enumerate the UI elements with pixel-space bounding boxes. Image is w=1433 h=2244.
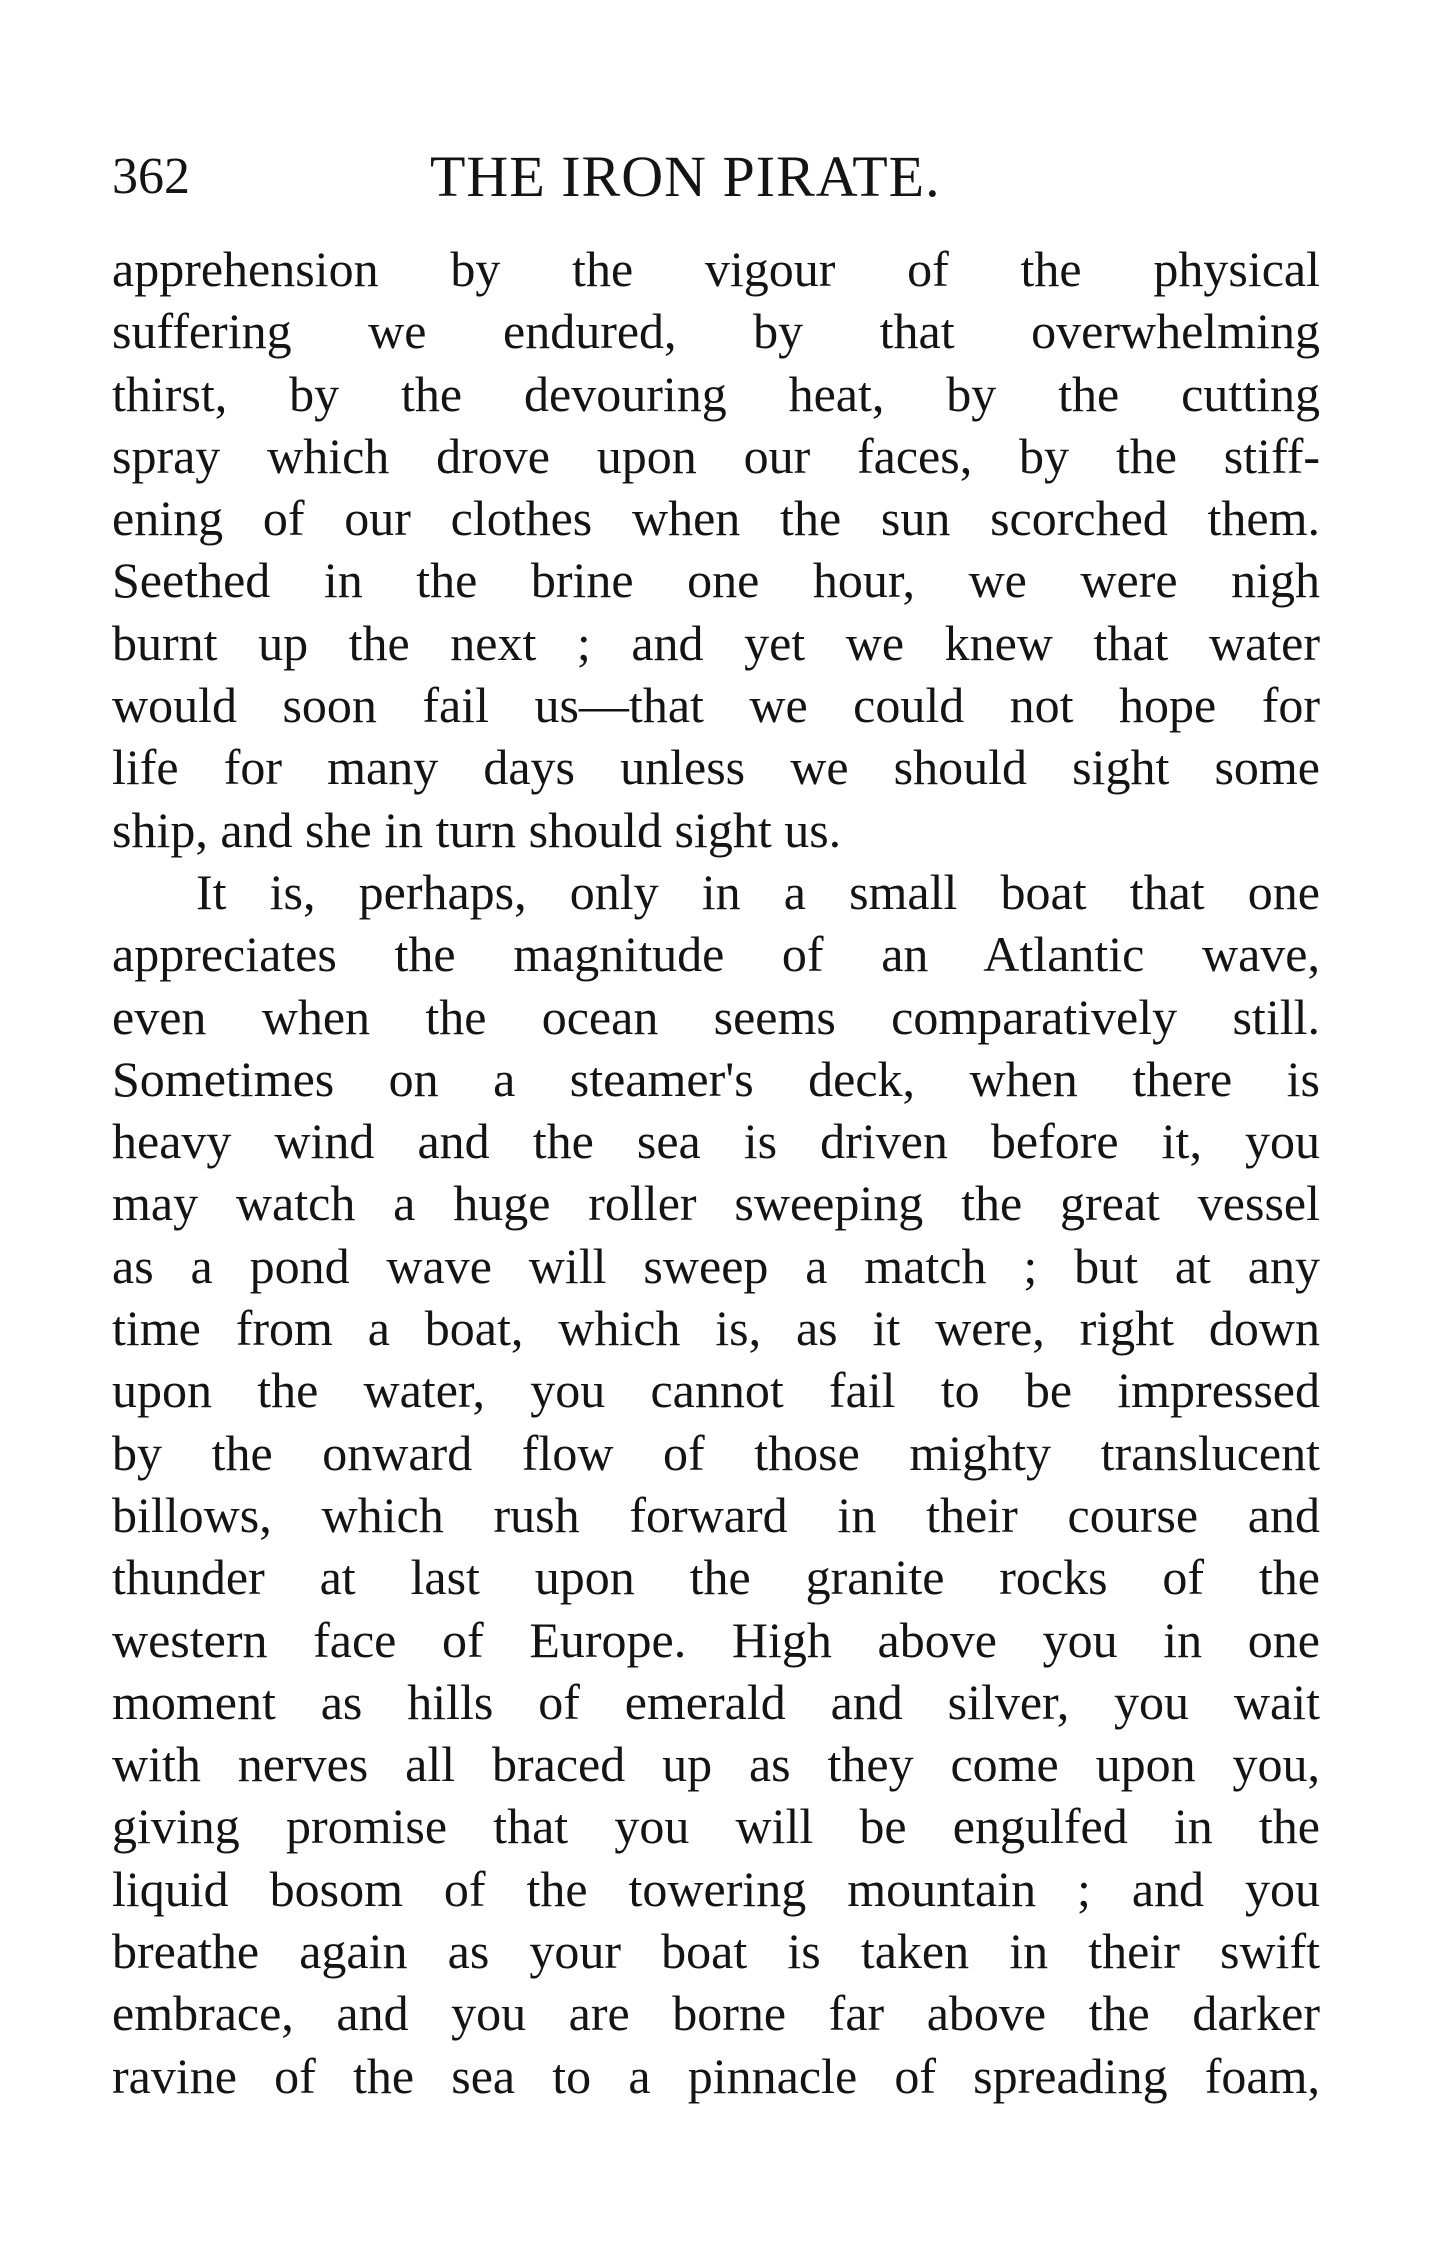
text-line: heavy wind and the sea is driven before it, you [112,1113,1320,1170]
text-line: ship, and she in turn should sight us. [112,801,842,858]
text-line: spray which drove upon our faces, by the stiff- [112,427,1320,484]
text-line: would soon fail us—that we could not hope for [112,677,1320,734]
text-line: may watch a huge roller sweeping the great vessel [112,1175,1320,1232]
text-line: billows, which rush forward in their course and [112,1486,1320,1543]
running-head [112,142,1322,212]
text-line: ening of our clothes when the sun scorched them. [112,490,1320,547]
text-line: burnt up the next ; and yet we knew that water [112,614,1320,671]
text-line: breathe again as your boat is taken in their swift [112,1923,1320,1980]
text-line: with nerves all braced up as they come upon you, [112,1736,1320,1793]
running-title: THE IRON PIRATE. [430,144,941,209]
text-line: upon the water, you cannot fail to be impressed [112,1362,1320,1419]
text-line: embrace, and you are borne far above the darker [112,1985,1320,2042]
text-line: by the onward flow of those mighty translucent [112,1424,1320,1481]
text-line: moment as hills of emerald and silver, you wait [112,1673,1320,1730]
text-line: appreciates the magnitude of an Atlantic wave, [112,926,1320,983]
text-line: thirst, by the devouring heat, by the cutting [112,365,1320,422]
body-text [112,238,1320,2107]
text-line: ravine of the sea to a pinnacle of spreading foam, [112,2047,1320,2104]
text-line: life for many days unless we should sight some [112,739,1320,796]
text-line: western face of Europe. High above you in one [112,1611,1320,1668]
text-line: Seethed in the brine one hour, we were nigh [112,552,1320,609]
text-line: liquid bosom of the towering mountain ; and you [112,1860,1320,1917]
text-line: even when the ocean seems comparatively still. [112,988,1320,1045]
text-line: time from a boat, which is, as it were, right down [112,1300,1320,1357]
text-line: as a pond wave will sweep a match ; but at any [112,1237,1320,1294]
text-line: Sometimes on a steamer's deck, when there is [112,1050,1320,1107]
text-line: thunder at last upon the granite rocks of the [112,1549,1320,1606]
text-line: suffering we endured, by that overwhelming [112,303,1320,360]
text-line: apprehension by the vigour of the physical [112,241,1320,297]
page-number: 362 [112,148,190,205]
text-line: giving promise that you will be engulfed in the [112,1798,1320,1855]
text-line: It is, perhaps, only in a small boat that one [196,863,1320,920]
